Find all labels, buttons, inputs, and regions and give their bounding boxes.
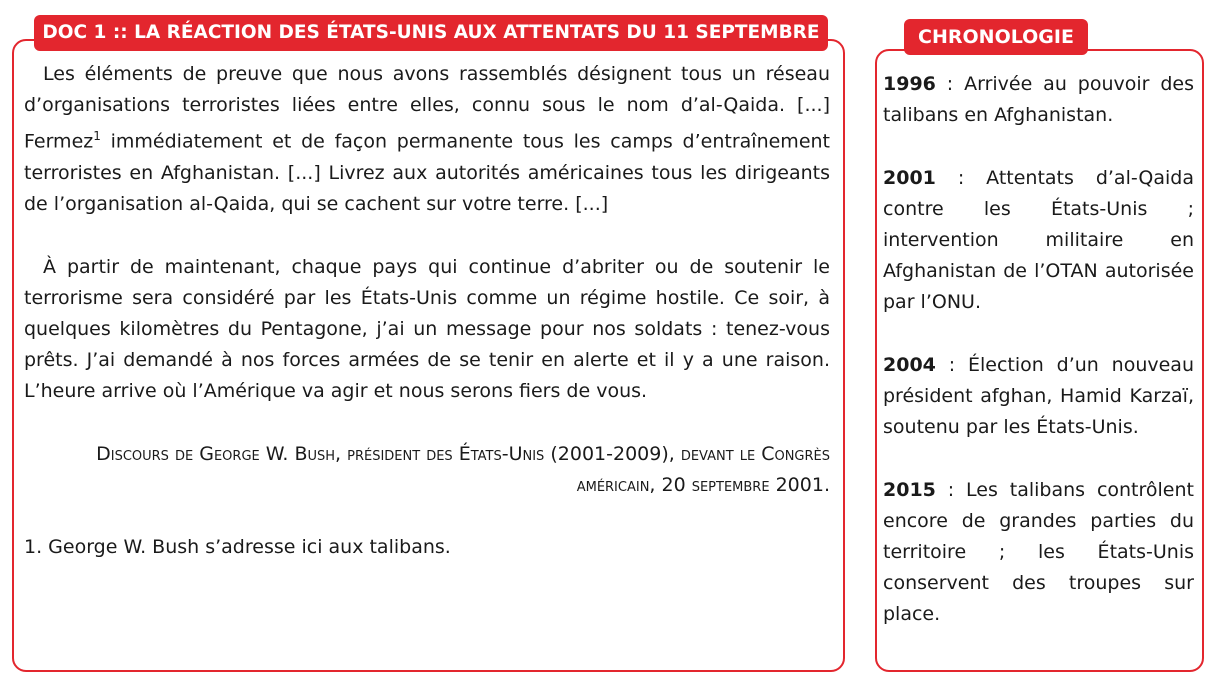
entry-text: : Les talibans contrôlent encore de grandes parties du territoire ; les États-Unis conservent des troupes sur place.	[883, 478, 1194, 626]
chronology-entry	[883, 350, 1194, 444]
entry-text: : Arrivée au pouvoir des talibans en Afghanistan.	[883, 73, 1194, 127]
entry-year: 2001	[883, 166, 936, 189]
entry-year: 1996	[883, 73, 936, 95]
source-citation: Discours de George W. Bush, président des États-Unis (2001-2009), devant le Congrès américain, 20 septembre 2001.	[96, 442, 830, 496]
document-body	[24, 59, 830, 564]
entry-text: : Attentats d’al-Qaida contre les États-Unis ; intervention militaire en Afghanistan de l’OTAN autorisée par l’ONU.	[883, 166, 1194, 314]
speech-text-part-2: immédiatement et de façon permanente tous les camps d’entraînement terroristes en Afghanistan. [...] Livrez aux autorités américaines tous les dirigeants de l’organisation al-Qaida, qui se cachent sur votre terre. [...]	[24, 130, 830, 216]
entry-year: 2004	[883, 353, 936, 376]
entry-text: : Élection d’un nouveau président afghan, Hamid Karzaï, soutenu par les États-Unis.	[883, 353, 1194, 439]
document-title-tag: DOC 1 :: LA RÉACTION DES ÉTATS-UNIS AUX ATTENTATS DU 11 SEPTEMBRE	[34, 15, 828, 51]
speech-paragraph-2: À partir de maintenant, chaque pays qui continue d’abriter ou de soutenir le terrorisme sera considéré par les États-Unis comme un régime hostile. Ce soir, à quelques kilomètres du Pentagone, j’ai un message pour nos soldats : tenez-vous prêts. J’ai demandé à nos forces armées de se tenir en alerte et il y a une raison. L’heure arrive où l’Amérique va agir et nous serons fiers de vous.	[24, 255, 830, 403]
chronology-entry	[883, 163, 1194, 319]
footnote: 1. George W. Bush s’adresse ici aux talibans.	[24, 536, 451, 559]
entry-year: 2015	[883, 478, 936, 501]
chronology-title-tag: CHRONOLOGIE	[904, 19, 1088, 55]
chronology-entry	[883, 475, 1194, 631]
speech-paragraph-1	[24, 59, 830, 220]
footnote-reference: 1	[93, 129, 101, 144]
chronology-list	[883, 69, 1194, 631]
chronology-entry	[883, 69, 1194, 131]
speech-text-part-1: Les éléments de preuve que nous avons rassemblés désignent tous un réseau d’organisations terroristes liées entre elles, connu sous le nom d’al-Qaida. [...] Fermez	[24, 63, 830, 153]
